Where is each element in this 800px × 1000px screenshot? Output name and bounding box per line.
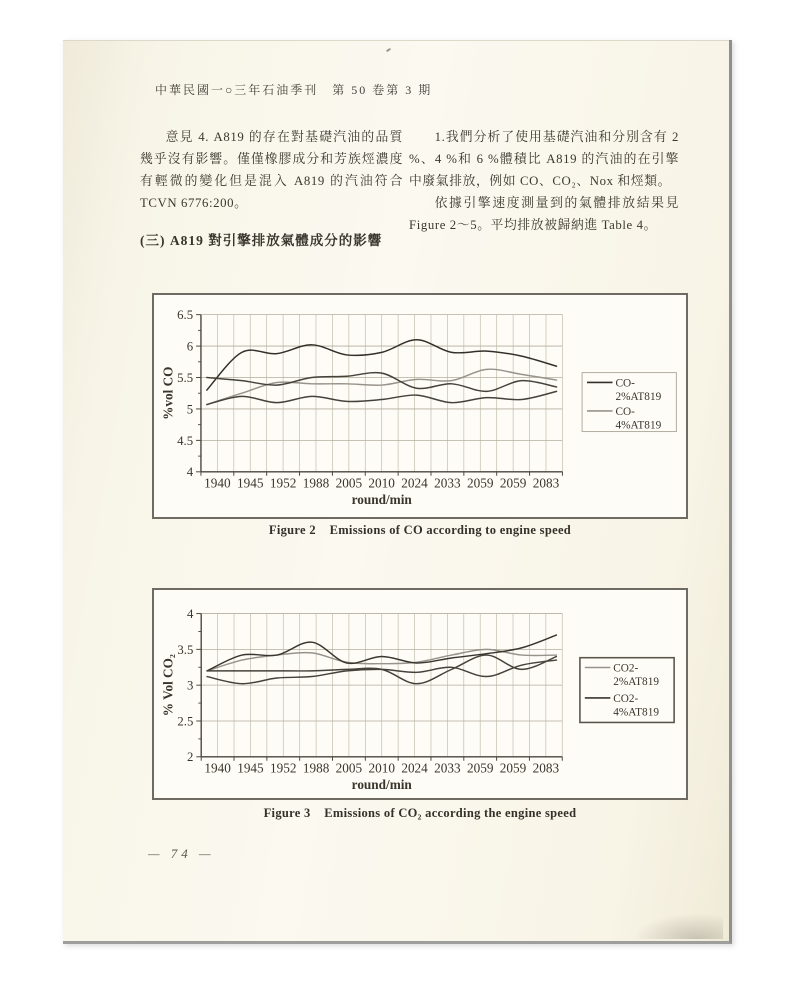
x-tick-label: 2059 [499, 760, 527, 776]
x-tick-label: 2059 [499, 475, 527, 491]
body-paragraph: 意見 4. A819 的存在對基礎汽油的品質幾乎沒有影響。僅僅橡膠成分和芳族烴濃度有輕微的變化但是混入 A819 的汽油符合 TCVN 6776:200。 [140, 130, 403, 210]
x-tick-label: 2059 [467, 475, 494, 491]
figure-3-svg [154, 590, 686, 798]
x-axis-title: round/min [351, 492, 412, 508]
x-tick-label: 2083 [532, 760, 560, 776]
x-tick-label: 2010 [368, 475, 395, 491]
x-tick-label: 1988 [302, 475, 330, 491]
y-tick-label: 4 [186, 465, 194, 480]
legend-label: 4%AT819 [613, 706, 659, 719]
body-paragraph: 依據引擎速度測量到的氣體排放結果見 Figure 2～5。平均排放被歸納進 Table 4。 [409, 196, 679, 232]
figure-2-chart [152, 293, 688, 519]
y-axis-title: % Vol CO₂ [160, 654, 176, 717]
scan-shadow [633, 913, 723, 939]
legend-label: 2%AT819 [615, 391, 662, 404]
x-tick-label: 1940 [204, 475, 231, 491]
figure-2-svg [154, 295, 686, 517]
x-tick-label: 2024 [401, 760, 428, 776]
figure-3-caption: Figure 3 Emissions of CO₂ according the engine speed [263, 806, 577, 820]
legend-label: 4%AT819 [615, 419, 662, 432]
page-number: — 74 — [148, 846, 215, 861]
x-tick-label: 2083 [532, 475, 560, 491]
x-tick-label: 1952 [269, 475, 297, 491]
x-tick-label: 2005 [335, 475, 363, 491]
right-column [409, 126, 679, 236]
y-tick-label: 5.5 [177, 370, 194, 385]
y-tick-label: 4.5 [177, 433, 194, 448]
legend-label: CO2- [613, 662, 639, 675]
y-tick-label: 4 [186, 606, 194, 621]
body-paragraph: 1.我們分析了使用基礎汽油和分別含有 2 %、4 %和 6 %體積比 A819 的汽油的在引擎中廢氣排放，例如 CO、CO₂、Nox 和烴類。 [409, 130, 679, 188]
x-tick-label: 2059 [466, 760, 494, 776]
scanned-page [63, 40, 732, 944]
legend-label: 2%AT819 [613, 676, 659, 689]
x-tick-label: 1988 [302, 760, 330, 776]
y-tick-label: 2 [186, 750, 194, 765]
y-tick-label: 3.5 [177, 642, 194, 657]
y-tick-label: 6 [186, 339, 194, 354]
journal-header: 中華民國一○三年石油季刊 第 50 卷第 3 期 [155, 83, 433, 97]
left-column [140, 126, 403, 252]
y-tick-label: 6.5 [177, 308, 194, 323]
y-tick-label: 3 [186, 678, 194, 693]
figure-2-caption: Figure 2 Emissions of CO according to engine speed [268, 523, 572, 537]
x-tick-label: 1952 [270, 760, 297, 776]
x-tick-label: 1940 [204, 760, 231, 776]
legend-label: CO- [615, 377, 635, 390]
x-tick-label: 2033 [434, 760, 461, 776]
section-heading: (三) A819 對引擎排放氣體成分的影響 [140, 233, 383, 248]
scan-speck-icon [386, 48, 391, 53]
x-axis-title: round/min [351, 777, 412, 793]
y-axis-title: %vol CO [160, 366, 176, 420]
x-tick-label: 1945 [236, 475, 264, 491]
x-tick-label: 1945 [237, 760, 264, 776]
x-tick-label: 2010 [368, 760, 395, 776]
y-tick-label: 2.5 [177, 714, 194, 729]
x-tick-label: 2033 [434, 475, 461, 491]
legend-label: CO2- [613, 692, 639, 705]
x-tick-label: 2005 [335, 760, 363, 776]
x-tick-label: 2024 [401, 475, 428, 491]
y-tick-label: 5 [186, 402, 194, 417]
legend-label: CO- [615, 405, 635, 418]
figure-3-chart [152, 588, 688, 800]
